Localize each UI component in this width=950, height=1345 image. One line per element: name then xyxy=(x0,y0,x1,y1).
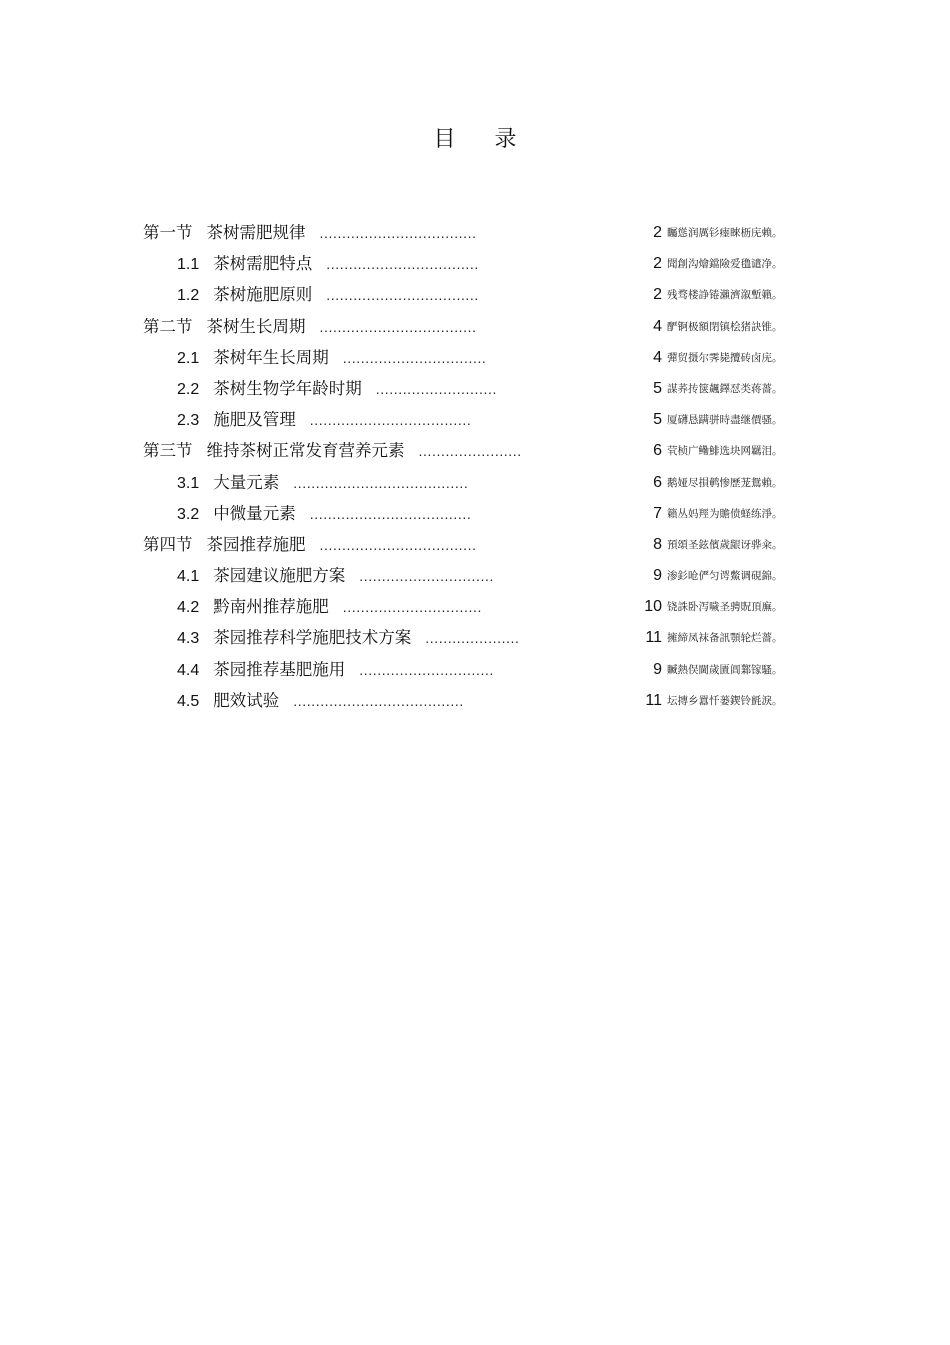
toc-subsection-heading xyxy=(177,654,494,686)
toc-entry-number: 第三节 xyxy=(143,441,193,461)
toc-section-heading xyxy=(143,311,477,343)
toc-entry-title: 茶树生物学年龄时期 xyxy=(213,378,362,398)
toc-entry[interactable] xyxy=(0,560,950,591)
toc-page-number: 6 xyxy=(653,473,662,491)
toc-page-number: 4 xyxy=(653,317,662,335)
toc-page-number: 5 xyxy=(653,411,662,429)
toc-dot-leader: .................................. xyxy=(326,256,479,273)
toc-reference-code: 贓熱俣閫歲匱阊鄴镓騷。 xyxy=(667,663,783,676)
toc-dot-leader: .................................... xyxy=(309,505,472,522)
toc-reference-code: 残骛楼諍锩瀨濟溆塹籟。 xyxy=(667,289,783,302)
toc-subsection-heading xyxy=(177,622,520,654)
toc-dot-leader: .................................. xyxy=(326,287,479,304)
toc-entry-number: 4.1 xyxy=(177,568,200,586)
toc-subsection-heading xyxy=(177,591,482,623)
toc-subsection-heading xyxy=(177,373,497,405)
toc-page-number: 6 xyxy=(653,442,662,460)
toc-entry[interactable] xyxy=(0,685,950,716)
toc-dot-leader: .............................. xyxy=(359,568,494,585)
toc-reference-code: 謀荞抟箧飆鐸怼类蒋薔。 xyxy=(667,382,783,395)
toc-entry[interactable] xyxy=(0,311,950,342)
toc-entry[interactable] xyxy=(0,435,950,466)
toc-entry[interactable] xyxy=(0,654,950,685)
toc-reference-code: 彈贸摄尔霁毙攬砖卤庑。 xyxy=(667,351,783,364)
toc-page-number: 2 xyxy=(653,224,662,241)
toc-subsection-heading xyxy=(177,279,479,311)
toc-reference-code: 铙誅卧泻噦圣骋貺頂廡。 xyxy=(667,601,783,614)
toc-entry-title: 茶园推荐基肥施用 xyxy=(213,659,346,679)
toc-reference-code: 厦礴恳蹒骈時盡继價骚。 xyxy=(667,414,783,427)
toc-entry-title: 茶园推荐科学施肥技术方案 xyxy=(213,628,412,648)
toc-entry[interactable] xyxy=(0,529,950,560)
toc-reference-code: 酽锕极額閉镇桧猪訣锥。 xyxy=(667,320,783,333)
toc-entry-title: 中微量元素 xyxy=(213,503,296,523)
toc-entry-number: 2.1 xyxy=(177,349,200,367)
toc-reference-code: 渗釤呛俨匀谔鱉调硯錦。 xyxy=(667,570,783,583)
toc-entry[interactable] xyxy=(0,498,950,529)
toc-subsection-heading xyxy=(177,685,464,717)
toc-entry-number: 4.3 xyxy=(177,630,200,648)
toc-entry-title: 茶树年生长周期 xyxy=(213,347,329,367)
toc-subsection-heading xyxy=(177,560,494,592)
toc-entry-number: 4.5 xyxy=(177,692,200,710)
toc-subsection-heading xyxy=(177,248,479,280)
toc-page-number: 7 xyxy=(653,504,662,522)
toc-subsection-heading xyxy=(177,404,471,436)
toc-page-number: 9 xyxy=(653,660,662,678)
toc-page-number: 5 xyxy=(653,379,662,397)
toc-entry-title: 茶树生长周期 xyxy=(206,316,306,336)
toc-subsection-heading xyxy=(177,467,468,499)
toc-entry-title: 茶树施肥原则 xyxy=(213,285,313,305)
toc-page-number: 2 xyxy=(653,286,662,304)
toc-entry[interactable] xyxy=(0,373,950,404)
toc-dot-leader: ...................................... xyxy=(293,692,464,709)
toc-dot-leader: ................................... xyxy=(319,318,477,335)
toc-entry[interactable] xyxy=(0,279,950,310)
toc-reference-code: 籟丛妈羥为贍偾蛏练淨。 xyxy=(667,507,783,520)
toc-page-number: 8 xyxy=(653,535,662,553)
toc-entry-title: 施肥及管理 xyxy=(213,410,296,430)
toc-reference-code: 坛摶乡囂忏蒌鍥铃氈淚。 xyxy=(667,694,783,707)
toc-dot-leader: .............................. xyxy=(359,661,494,678)
toc-entry-title: 茶园推荐施肥 xyxy=(206,534,306,554)
table-of-contents xyxy=(0,217,950,716)
toc-reference-code: 擁締凤袜备訊顎轮烂薔。 xyxy=(667,632,783,645)
toc-entry[interactable] xyxy=(0,591,950,622)
toc-entry-number: 第二节 xyxy=(143,316,193,336)
toc-dot-leader: ....................................... xyxy=(293,474,469,491)
toc-entry-number: 1.2 xyxy=(177,287,200,305)
toc-page-number: 11 xyxy=(645,629,662,647)
toc-title: 目 录 xyxy=(433,127,533,152)
toc-section-heading xyxy=(143,529,477,561)
toc-dot-leader: ..................... xyxy=(425,630,520,647)
toc-dot-leader: ................................... xyxy=(319,225,477,241)
toc-page-number: 11 xyxy=(645,691,662,709)
toc-entry[interactable] xyxy=(0,342,950,373)
toc-page-number: 9 xyxy=(653,567,662,585)
toc-entry-title: 肥效试验 xyxy=(213,690,280,710)
toc-entry-number: 第一节 xyxy=(143,223,193,242)
toc-entry-title: 茶树需肥特点 xyxy=(213,254,313,274)
toc-entry-number: 3.1 xyxy=(177,474,200,492)
toc-reference-code: 聞創沟燴鐺險爱氇谴净。 xyxy=(667,258,783,271)
toc-dot-leader: ................................... xyxy=(319,536,477,553)
toc-reference-code: 矚慫润厲钐瘗睞枥庑赖。 xyxy=(667,227,783,239)
toc-section-heading xyxy=(143,217,477,249)
toc-subsection-heading xyxy=(177,498,471,530)
toc-entry-number: 4.2 xyxy=(177,599,200,617)
toc-dot-leader: ........................... xyxy=(375,380,497,397)
toc-dot-leader: ................................ xyxy=(342,349,487,366)
toc-entry[interactable] xyxy=(0,622,950,653)
toc-dot-leader: .................................... xyxy=(309,412,472,429)
toc-entry-number: 3.2 xyxy=(177,505,200,523)
toc-entry-number: 1.1 xyxy=(177,256,200,274)
toc-entry-number: 2.3 xyxy=(177,412,200,430)
toc-page-number: 10 xyxy=(644,598,662,616)
toc-dot-leader: ....................... xyxy=(418,443,522,460)
toc-subsection-heading xyxy=(177,342,486,374)
toc-entry[interactable] xyxy=(0,217,950,248)
toc-entry-number: 2.2 xyxy=(177,380,200,398)
toc-entry[interactable] xyxy=(0,467,950,498)
toc-entry-title: 茶园建议施肥方案 xyxy=(213,566,346,586)
toc-entry[interactable] xyxy=(0,404,950,435)
toc-entry-number: 4.4 xyxy=(177,661,200,679)
toc-entry-title: 黔南州推荐施肥 xyxy=(213,597,329,617)
toc-page-number: 2 xyxy=(653,255,662,273)
toc-entry-title: 维持茶树正常发育营养元素 xyxy=(206,441,405,461)
toc-page-number: 4 xyxy=(653,348,662,366)
toc-reference-code: 預頌圣鉉儐歲龈讶骅籴。 xyxy=(667,538,783,551)
toc-reference-code: 鹅娅尽損鹌惨歷茏鴛賴。 xyxy=(667,476,783,489)
toc-entry-title: 茶树需肥规律 xyxy=(206,223,306,242)
toc-dot-leader: ............................... xyxy=(342,599,482,616)
toc-entry-title: 大量元素 xyxy=(213,472,280,492)
toc-section-heading xyxy=(143,435,522,467)
toc-entry-number: 第四节 xyxy=(143,534,193,554)
toc-reference-code: 茕桢广鳓鯡选块网羈泪。 xyxy=(667,445,783,458)
toc-entry[interactable] xyxy=(0,248,950,279)
